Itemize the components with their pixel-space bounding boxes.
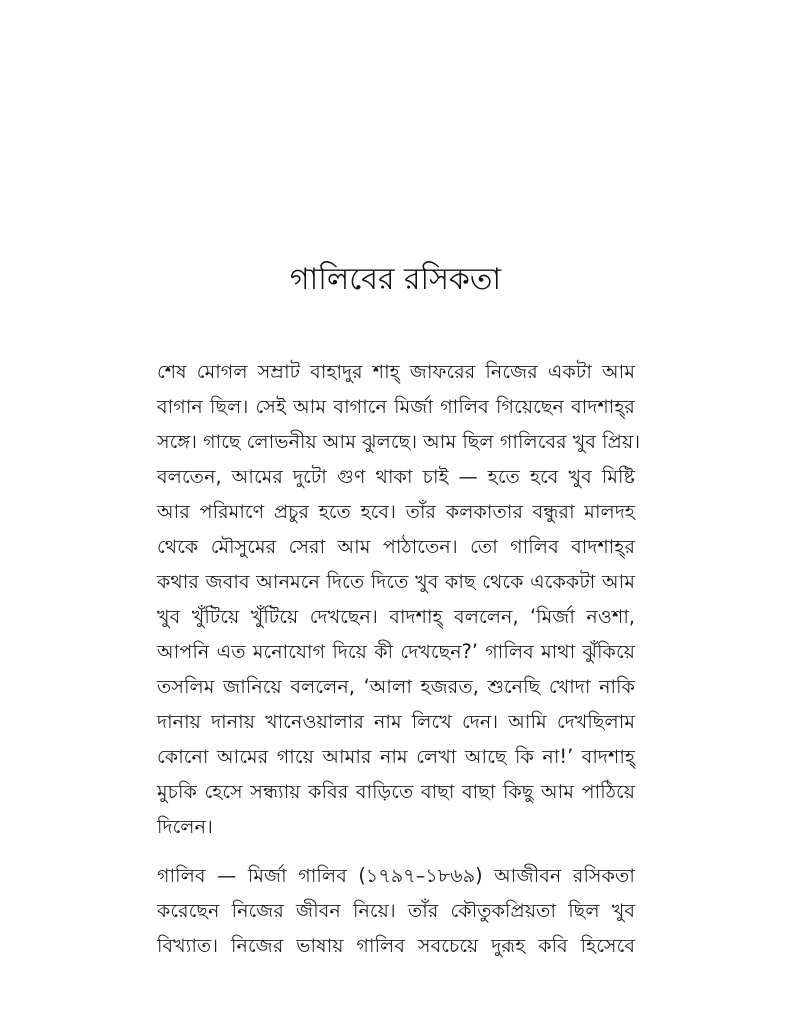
text-line: আপনি এত মনোযোগ দিয়ে কী দেখছেন?’ গালিব মাথা ঝুঁকিয়ে bbox=[157, 640, 635, 663]
text-line: তসলিম জানিয়ে বললেন, ‘আলা হজরত, শুনেছি খোদা নাকি bbox=[157, 675, 635, 698]
text-line: কথার জবাব আনমনে দিতে দিতে খুব কাছ থেকে একেকটা আম bbox=[157, 570, 635, 593]
text-line: খুব খুঁটিয়ে খুঁটিয়ে দেখছেন। বাদশাহ্ বললেন, ‘মির্জা নওশা, bbox=[157, 605, 635, 628]
text-line: আর পরিমাণে প্রচুর হতে হবে। তাঁর কলকাতার বন্ধুরা মালদহ bbox=[157, 500, 635, 523]
text-line: দিলেন। bbox=[157, 815, 213, 838]
paragraph-1 bbox=[157, 354, 641, 844]
chapter-title: গালিবের রসিকতা bbox=[289, 262, 502, 297]
text-line: শেষ মোগল সম্রাট বাহাদুর শাহ্ জাফরের নিজের একটা আম bbox=[157, 360, 635, 383]
text-line: সঙ্গে। গাছে লোভনীয় আম ঝুলছে। আম ছিল গালিবের খুব প্রিয়। bbox=[157, 430, 641, 453]
text-line: থেকে মৌসুমের সেরা আম পাঠাতেন। তো গালিব বাদশাহ্‌র bbox=[157, 535, 635, 558]
paragraph-2 bbox=[157, 858, 635, 963]
text-line: করেছেন নিজের জীবন নিয়ে। তাঁর কৌতুকপ্রিয়তা ছিল খুব bbox=[157, 899, 635, 922]
body-text bbox=[157, 354, 641, 963]
text-line: বিখ্যাত। নিজের ভাষায় গালিব সবচেয়ে দুরূহ কবি হিসেবে bbox=[157, 934, 635, 957]
text-line: মুচকি হেসে সন্ধ্যায় কবির বাড়িতে বাছা বাছা কিছু আম পাঠিয়ে bbox=[157, 780, 635, 803]
text-line: বাগান ছিল। সেই আম বাগানে মির্জা গালিব গিয়েছেন বাদশাহ্‌র bbox=[157, 395, 635, 418]
text-line: বলতেন, আমের দুটো গুণ থাকা চাই — হতে হবে খুব মিষ্টি bbox=[157, 465, 635, 488]
text-line: দানায় দানায় খানেওয়ালার নাম লিখে দেন। আমি দেখছিলাম bbox=[157, 710, 635, 733]
text-line: গালিব — মির্জা গালিব (১৭৯৭–১৮৬৯) আজীবন রসিকতা bbox=[157, 864, 635, 887]
text-line: কোনো আমের গায়ে আমার নাম লেখা আছে কি না!’ বাদশাহ্ bbox=[157, 745, 635, 768]
